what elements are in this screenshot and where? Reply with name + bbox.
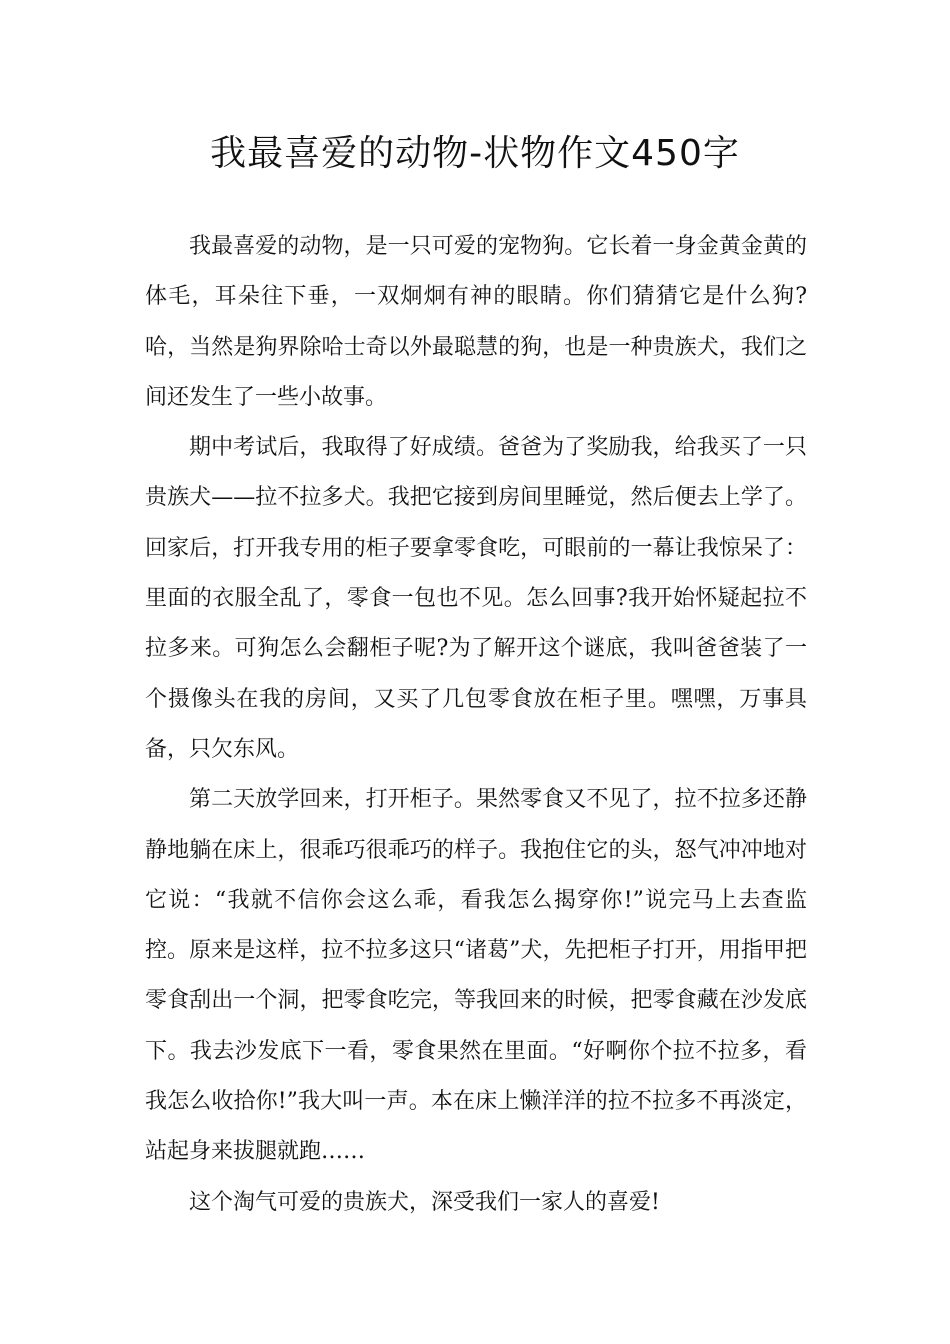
paragraph: 期中考试后，我取得了好成绩。爸爸为了奖励我，给我买了一只贵族犬——拉不拉多犬。我把它接到房间里睡觉，然后便去上学了。回家后，打开我专用的柜子要拿零食吃，可眼前的一幕让我惊呆了：里面的衣服全乱了，零食一包也不见。怎么回事?我开始怀疑起拉不拉多来。可狗怎么会翻柜子呢?为了解开这个谜底，我叫爸爸装了一个摄像头在我的房间，又买了几包零食放在柜子里。嘿嘿，万事具备，只欠东风。: [145, 435, 807, 762]
document-body: [145, 222, 807, 1228]
paragraph: 我最喜爱的动物，是一只可爱的宠物狗。它长着一身金黄金黄的体毛，耳朵往下垂，一双炯炯有神的眼睛。你们猜猜它是什么狗?哈，当然是狗界除哈士奇以外最聪慧的狗，也是一种贵族犬，我们之间还发生了一些小故事。: [145, 234, 807, 410]
paragraph: 第二天放学回来，打开柜子。果然零食又不见了，拉不拉多还静静地躺在床上，很乖巧很乖巧的样子。我抱住它的头，怒气冲冲地对它说：“我就不信你会这么乖，看我怎么揭穿你!”说完马上去查监控。原来是这样，拉不拉多这只“诸葛”犬，先把柜子打开，用指甲把零食刮出一个洞，把零食吃完，等我回来的时候，把零食藏在沙发底下。我去沙发底下一看，零食果然在里面。“好啊你个拉不拉多，看我怎么收拾你!”我大叫一声。本在床上懒洋洋的拉不拉多不再淡定，站起身来拔腿就跑……: [145, 787, 807, 1165]
paragraph: 这个淘气可爱的贵族犬，深受我们一家人的喜爱!: [189, 1189, 660, 1215]
document-title: 我最喜爱的动物-状物作文450字: [210, 133, 740, 174]
